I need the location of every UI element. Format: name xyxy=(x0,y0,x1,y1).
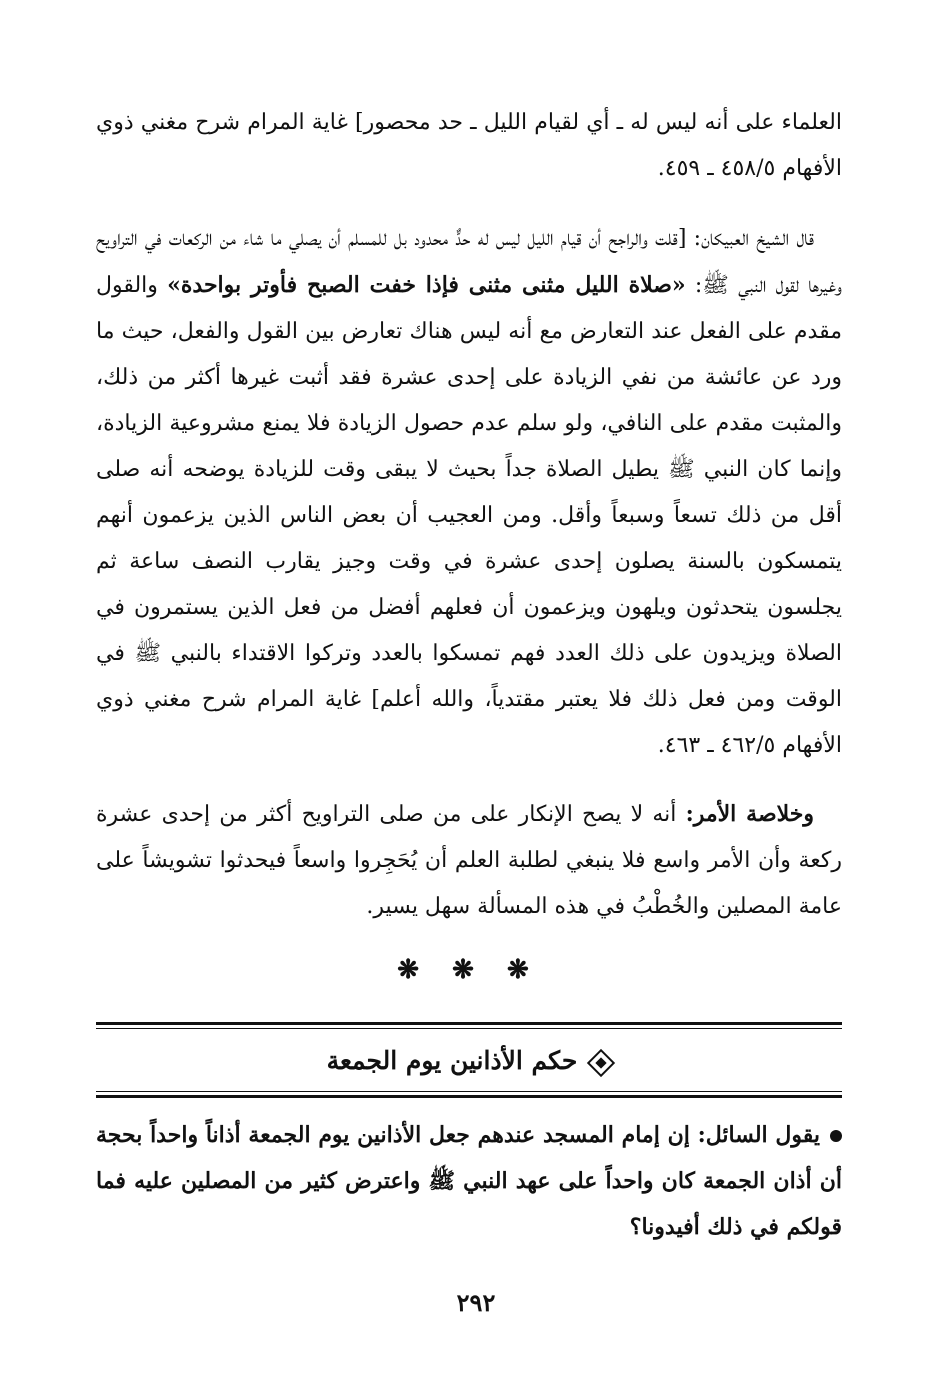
quote-intro: قال الشيخ العبيكان: [قلت والراجح أن قيام الليل ليس له حدٌّ محدود بل للمسلم أن يصلي ما شاء من الركعات في التراويح وغيرها لقول النبي ﷺ: xyxy=(96,226,842,298)
diamond-icon xyxy=(587,1048,615,1076)
section-separator-stars: ❋ ❋ ❋ xyxy=(397,955,541,985)
page-content xyxy=(96,100,842,1272)
hadith-text: «صلاة الليل مثنى مثنى فإذا خفت الصبح فأوتر بواحدة» xyxy=(167,272,686,298)
quote-rest: والقول مقدم على الفعل عند التعارض مع أنه ليس هناك تعارض بين القول والفعل، حيث ما ورد عن عائشة من نفي الزيادة على إحدى عشرة فقد أثبت غيرها أكثر من ذلك، والمثبت مقدم على النافي، ولو سلم عدم حصول الزيادة فلا يمنع مشروعية الزيادة، وإنما كان النبي ﷺ يطيل الصلاة جداً بحيث لا يبقى وقت للزيادة يوضحه أنه صلى أقل من ذلك تسعاً وسبعاً وأقل. ومن العجيب أن بعض الناس الذين يزعمون أنهم يتمسكون بالسنة يصلون إحدى عشرة في وقت وجيز يقارب النصف ساعة ثم يجلسون يتحدثون ويلهون ويزعمون أن فعلهم أفضل من فعل الذين يستمرون في الصلاة ويزيدون على ذلك العدد فهم تمسكوا بالعدد وتركوا الاقتداء بالنبي ﷺ في الوقت ومن فعل ذلك فلا يعتبر مقتدياً، والله أعلم] غاية المرام شرح مغني ذوي الأفهام ٤٦٢/٥ ـ ٤٦٣. xyxy=(96,273,842,758)
conclusion-label: وخلاصة الأمر: xyxy=(685,801,814,827)
section-heading: حكم الأذانين يوم الجمعة xyxy=(326,1046,578,1075)
paragraph-sheikh-quote xyxy=(96,216,842,769)
paragraph-conclusion xyxy=(96,791,842,930)
conclusion-text: أنه لا يصح الإنكار على من صلى التراويح أكثر من إحدى عشرة ركعة وأن الأمر واسع فلا ينبغي لطلبة العلم أن يُحَجِروا واسعاً فيحدثوا تشويشاً على عامة المصلين والخُطْبُ في هذه المسألة سهل يسير. xyxy=(96,802,842,919)
section-heading-box xyxy=(96,1029,842,1091)
question-text: يقول السائل: إن إمام المسجد عندهم جعل الأذانين يوم الجمعة أذاناً واحداً بحجة أن أذان الجمعة كان واحداً على عهد النبي ﷺ واعترض كثير من المصلين عليه فما قولكم في ذلك أفيدونا؟ xyxy=(96,1122,842,1240)
heading-rule-top xyxy=(96,1022,842,1029)
page-number: ٢٩٢ xyxy=(456,1288,496,1317)
paragraph-continuation: العلماء على أنه ليس له ـ أي لقيام الليل ـ حد محصور] غاية المرام شرح مغني ذوي الأفهام ٤٥٨/٥ ـ ٤٥٩. xyxy=(96,110,842,181)
question-paragraph xyxy=(96,1112,842,1250)
heading-rule-bottom xyxy=(96,1091,842,1098)
bullet-icon xyxy=(830,1130,842,1142)
